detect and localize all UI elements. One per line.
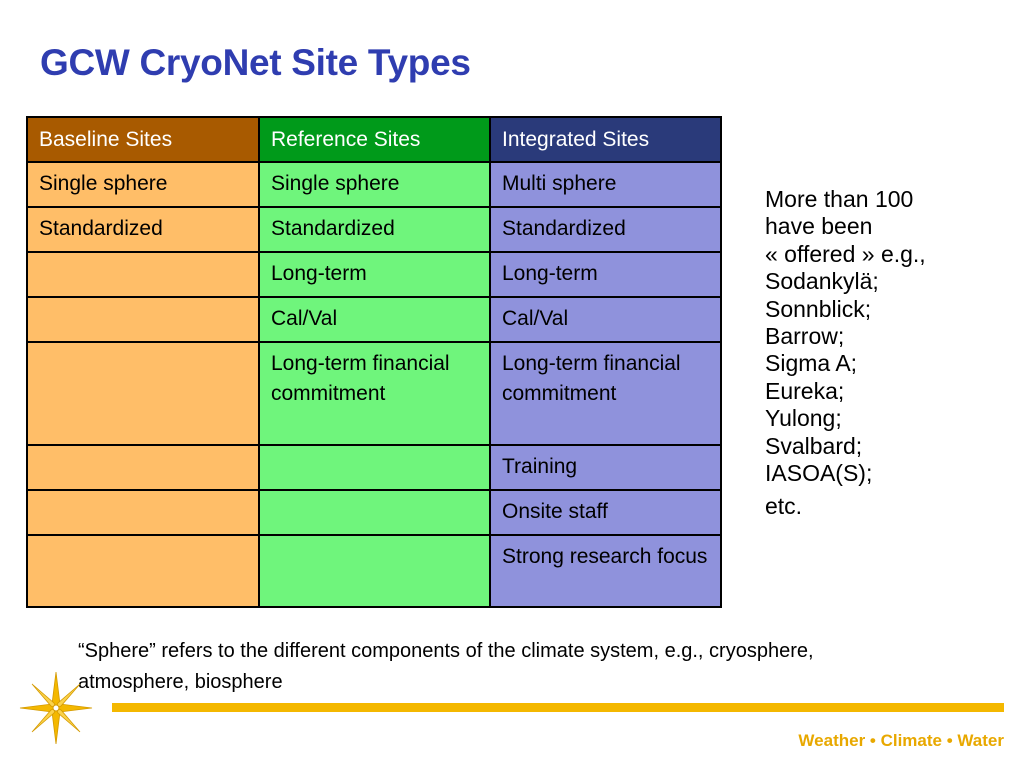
site-list-line: have been	[765, 213, 873, 240]
table-cell	[27, 252, 259, 297]
site-list-line: Barrow;	[765, 323, 845, 350]
table-cell: Cal/Val	[259, 297, 490, 342]
site-list-line: Sonnblick;	[765, 295, 872, 322]
site-list-line: Sigma A;	[765, 350, 858, 377]
site-list-line: Yulong;	[765, 405, 842, 432]
table-cell: Standardized	[259, 207, 490, 252]
site-list-etc: etc.	[765, 493, 803, 520]
table-cell	[27, 297, 259, 342]
table-cell: Single sphere	[27, 162, 259, 207]
compass-star-icon	[18, 670, 94, 746]
table-cell	[259, 535, 490, 607]
site-list-line: Eureka;	[765, 377, 845, 404]
table-cell: Multi sphere	[490, 162, 721, 207]
table-cell: Standardized	[490, 207, 721, 252]
table-cell: Onsite staff	[490, 490, 721, 535]
table-row	[27, 342, 721, 445]
table-cell: Strong research focus	[490, 535, 721, 607]
header-baseline-sites: Baseline Sites	[27, 117, 259, 162]
site-list-line: More than 100	[765, 186, 914, 212]
site-list-line: « offered » e.g.,	[765, 240, 926, 267]
table-row	[27, 162, 721, 207]
table-cell: Long-term	[259, 252, 490, 297]
table-row	[27, 445, 721, 490]
table-row	[27, 297, 721, 342]
table-cell	[259, 490, 490, 535]
site-types-table	[26, 116, 722, 608]
site-list-line: IASOA(S);	[765, 460, 873, 487]
table-header-row	[27, 117, 721, 162]
table-row	[27, 535, 721, 607]
site-list-line: Sodankylä;	[765, 268, 879, 295]
header-integrated-sites: Integrated Sites	[490, 117, 721, 162]
table-row	[27, 252, 721, 297]
table-cell: Long-term financial commitment	[490, 342, 721, 445]
table-cell: Training	[490, 445, 721, 490]
table-cell: Long-term	[490, 252, 721, 297]
footer-accent-bar	[112, 703, 1004, 712]
table-cell: Single sphere	[259, 162, 490, 207]
table-cell: Long-term financial commitment	[259, 342, 490, 445]
site-list-line: Svalbard;	[765, 432, 863, 459]
table-cell: Standardized	[27, 207, 259, 252]
table-cell	[259, 445, 490, 490]
offered-sites-list	[765, 186, 926, 521]
table-cell	[27, 445, 259, 490]
table-row	[27, 490, 721, 535]
table-cell: Cal/Val	[490, 297, 721, 342]
table-cell	[27, 342, 259, 445]
table-cell	[27, 535, 259, 607]
header-reference-sites: Reference Sites	[259, 117, 490, 162]
table-row	[27, 207, 721, 252]
slide-title: GCW CryoNet Site Types	[40, 42, 471, 83]
sphere-footnote: “Sphere” refers to the different components of the climate system, e.g., cryosphere, atmosphere, biosphere	[78, 640, 814, 693]
footer-brand-logo: Weather • Climate • Water	[798, 731, 1004, 750]
table-cell	[27, 490, 259, 535]
